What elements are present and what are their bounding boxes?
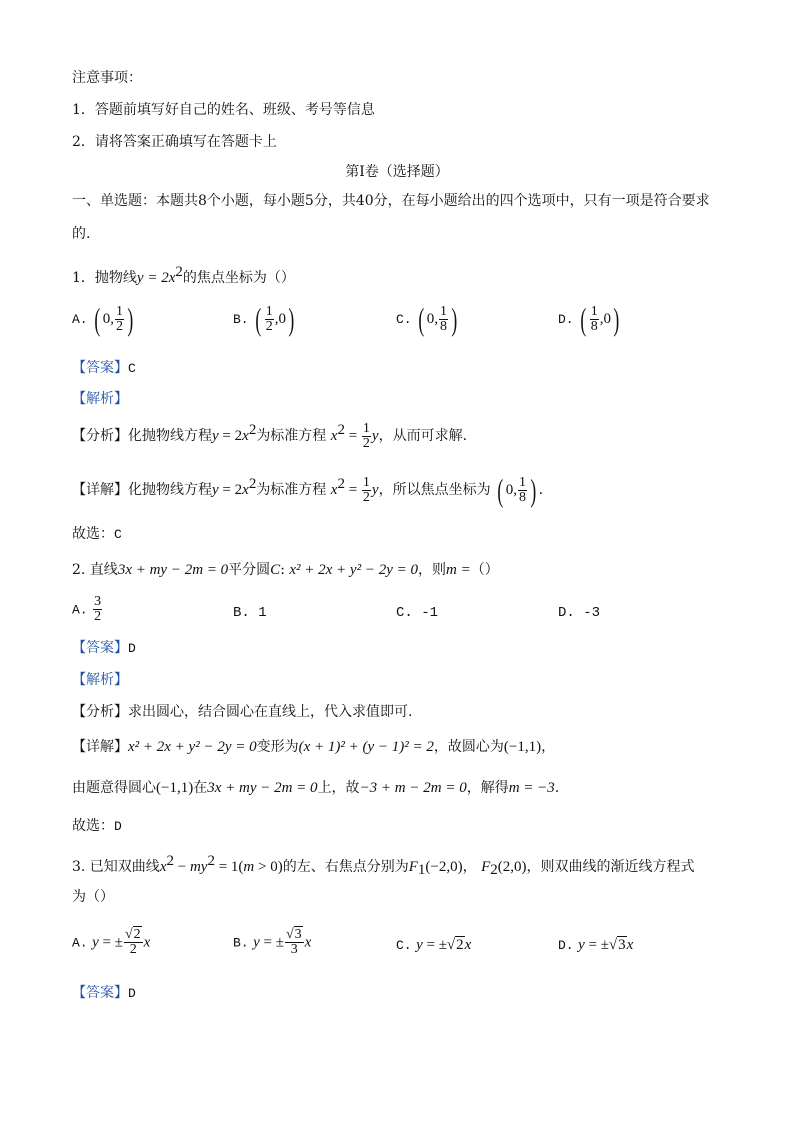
q2-fenxi: 【分析】求出圆心，结合圆心在直线上，代入求值即可.: [72, 704, 413, 720]
q2-detail: 【详解】x² + 2x + y² − 2y = 0变形为(x + 1)² + (y − 1)² = 2，故圆心为(−1,1)，: [72, 739, 556, 755]
q3-option-c: C. y = ±√2x: [396, 937, 472, 953]
q3-answer: 【答案】D: [72, 985, 136, 1001]
q3-stem-line-2: 为（）: [72, 889, 114, 905]
notice-title: 注意事项：: [72, 70, 142, 86]
notice-item-2: 2．请将答案正确填写在答题卡上: [72, 134, 277, 150]
q2-answer: 【答案】D: [72, 640, 136, 656]
q2-option-a: A. $\frac{3}{2}$: [72, 594, 102, 624]
q2-detail-line-2: 由题意得圆心(−1,1)在3x + my − 2m = 0上，故−3 + m − 2m = 0，解得m = −3.: [72, 780, 560, 796]
section-intro-line-1: 一、单选题：本题共8个小题，每小题5分，共40分，在每小题给出的四个选项中，只有一项是符合要求: [72, 193, 710, 209]
q3-option-b: B. y = ± $\frac{√3}{3}$ x: [233, 927, 312, 957]
q2-analysis-label: 【解析】: [72, 672, 128, 688]
q3-option-d: D. y = ±√3x: [558, 937, 634, 953]
q1-answer: 【答案】C: [72, 360, 136, 376]
q1-option-d: D. ( $\frac{1}{8}$ ,0): [558, 301, 620, 337]
notice-item-1: 1．答题前填写好自己的姓名、班级、考号等信息: [72, 102, 375, 118]
q2-option-d: D. -3: [558, 605, 601, 621]
q2-option-b: B. 1: [233, 605, 267, 621]
q1-analysis-label: 【解析】: [72, 391, 128, 407]
q1-final: 故选：C: [72, 526, 122, 542]
q1-equation: y = 2x: [136, 270, 176, 286]
q1-fenxi: 【分析】化抛物线方程$y = 2x^2$为标准方程 $x^2$ = $\frac{1}{2}$ y，从而可求解.: [72, 420, 468, 451]
q1-option-a: A. ( 0, $\frac{1}{2}$ ): [72, 301, 134, 337]
q1-stem: 1．抛物线$y = 2x^2$的焦点坐标为（）: [72, 264, 295, 286]
q3-option-a: A. y = ± $\frac{√2}{2}$ x: [72, 927, 151, 957]
q1-option-b: B. ( $\frac{1}{2}$ ,0): [233, 301, 295, 337]
q2-final: 故选：D: [72, 818, 122, 834]
q1-option-c: C. ( 0, $\frac{1}{8}$ ): [396, 301, 458, 337]
q2-stem: 2. 直线3x + my − 2m = 0平分圆C: x² + 2x + y² − 2y = 0，则m =（）: [72, 562, 499, 578]
volume-title: 第I卷（选择题）: [345, 164, 449, 180]
q2-option-c: C. -1: [396, 605, 439, 621]
q1-detail: 【详解】化抛物线方程$y = 2x^2$为标准方程 $x^2$ = $\frac{1}{2}$ y，所以焦点坐标为 ( 0, $\frac{1}{8}$ ) .: [72, 472, 544, 508]
section-intro-line-2: 的.: [72, 226, 91, 242]
q3-stem: 3. 已知双曲线$x^2 - my^2 = 1(m > 0)$的左、右焦点分别为$F_1(-2,0)$， $F_2(2,0)$，则双曲线的渐近线方程式: [72, 853, 695, 878]
